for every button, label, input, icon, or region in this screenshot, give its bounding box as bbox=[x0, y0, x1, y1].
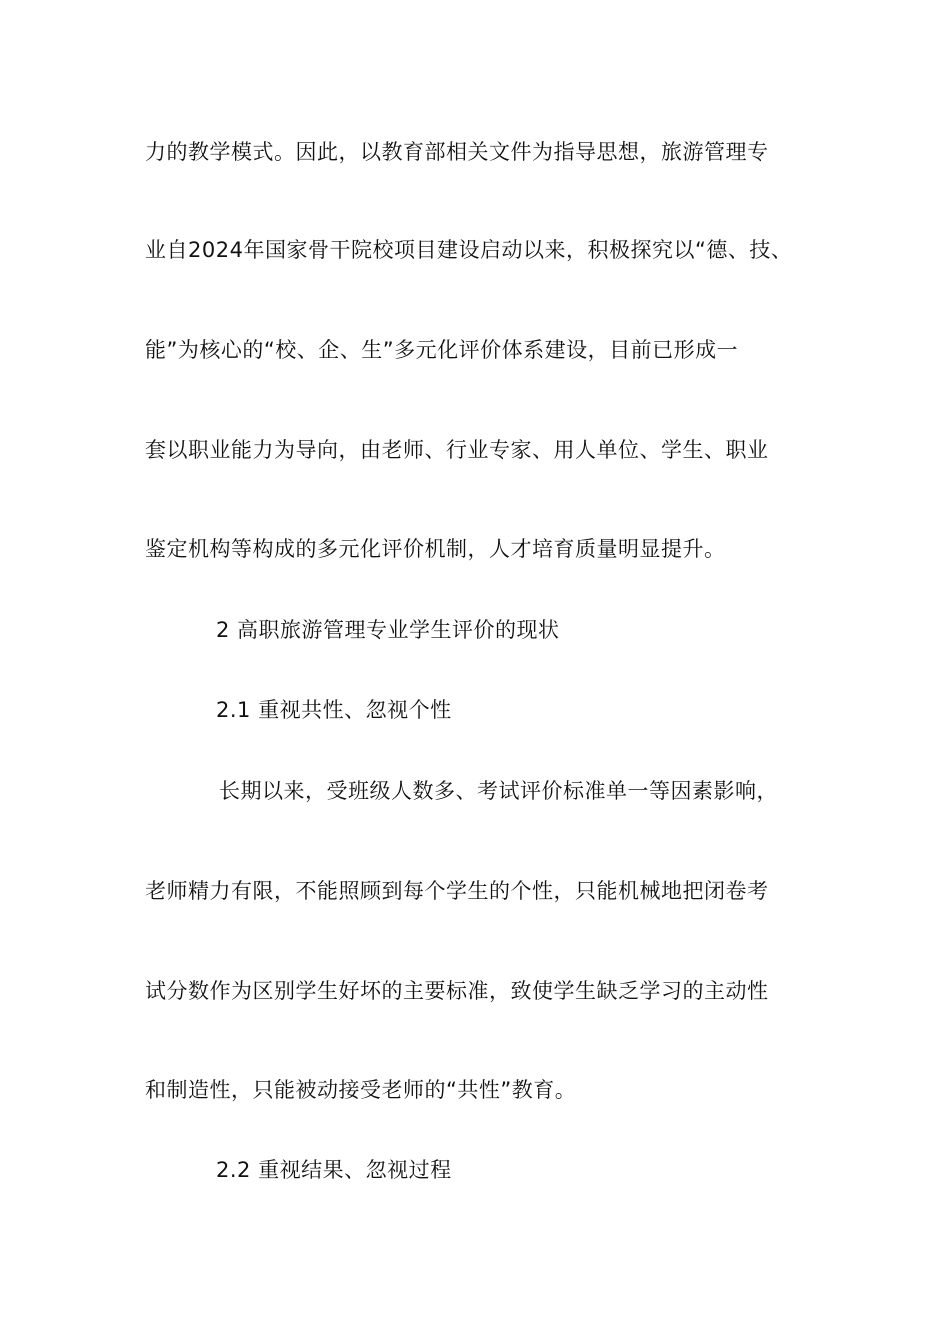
paragraph-line: 老师精力有限，不能照顾到每个学生的个性，只能机械地把闭卷考 bbox=[145, 879, 769, 903]
paragraph-line: 套以职业能力为导向，由老师、行业专家、用人单位、学生、职业 bbox=[145, 438, 769, 462]
paragraph-line: 和制造性，只能被动接受老师的“共性”教育。 bbox=[145, 1078, 577, 1102]
paragraph-line: 试分数作为区别学生好坏的主要标准，致使学生缺乏学习的主动性 bbox=[145, 979, 769, 1003]
paragraph-line: 鉴定机构等构成的多元化评价机制，人才培育质量明显提升。 bbox=[145, 537, 726, 561]
paragraph-line: 长期以来，受班级人数多、考试评价标准单一等因素影响， bbox=[219, 779, 778, 803]
paragraph-line: 业自2024年国家骨干院校项目建设启动以来，积极探究以“德、技、 bbox=[145, 238, 793, 262]
subsection-heading: 2.2 重视结果、忽视过程 bbox=[216, 1158, 452, 1182]
section-heading: 2 高职旅游管理专业学生评价的现状 bbox=[216, 618, 560, 642]
subsection-heading: 2.1 重视共性、忽视个性 bbox=[216, 698, 452, 722]
paragraph-line: 力的教学模式。因此，以教育部相关文件为指导思想，旅游管理专 bbox=[145, 140, 769, 164]
paragraph-line: 能”为核心的“校、企、生”多元化评价体系建设，目前已形成一 bbox=[145, 338, 739, 362]
